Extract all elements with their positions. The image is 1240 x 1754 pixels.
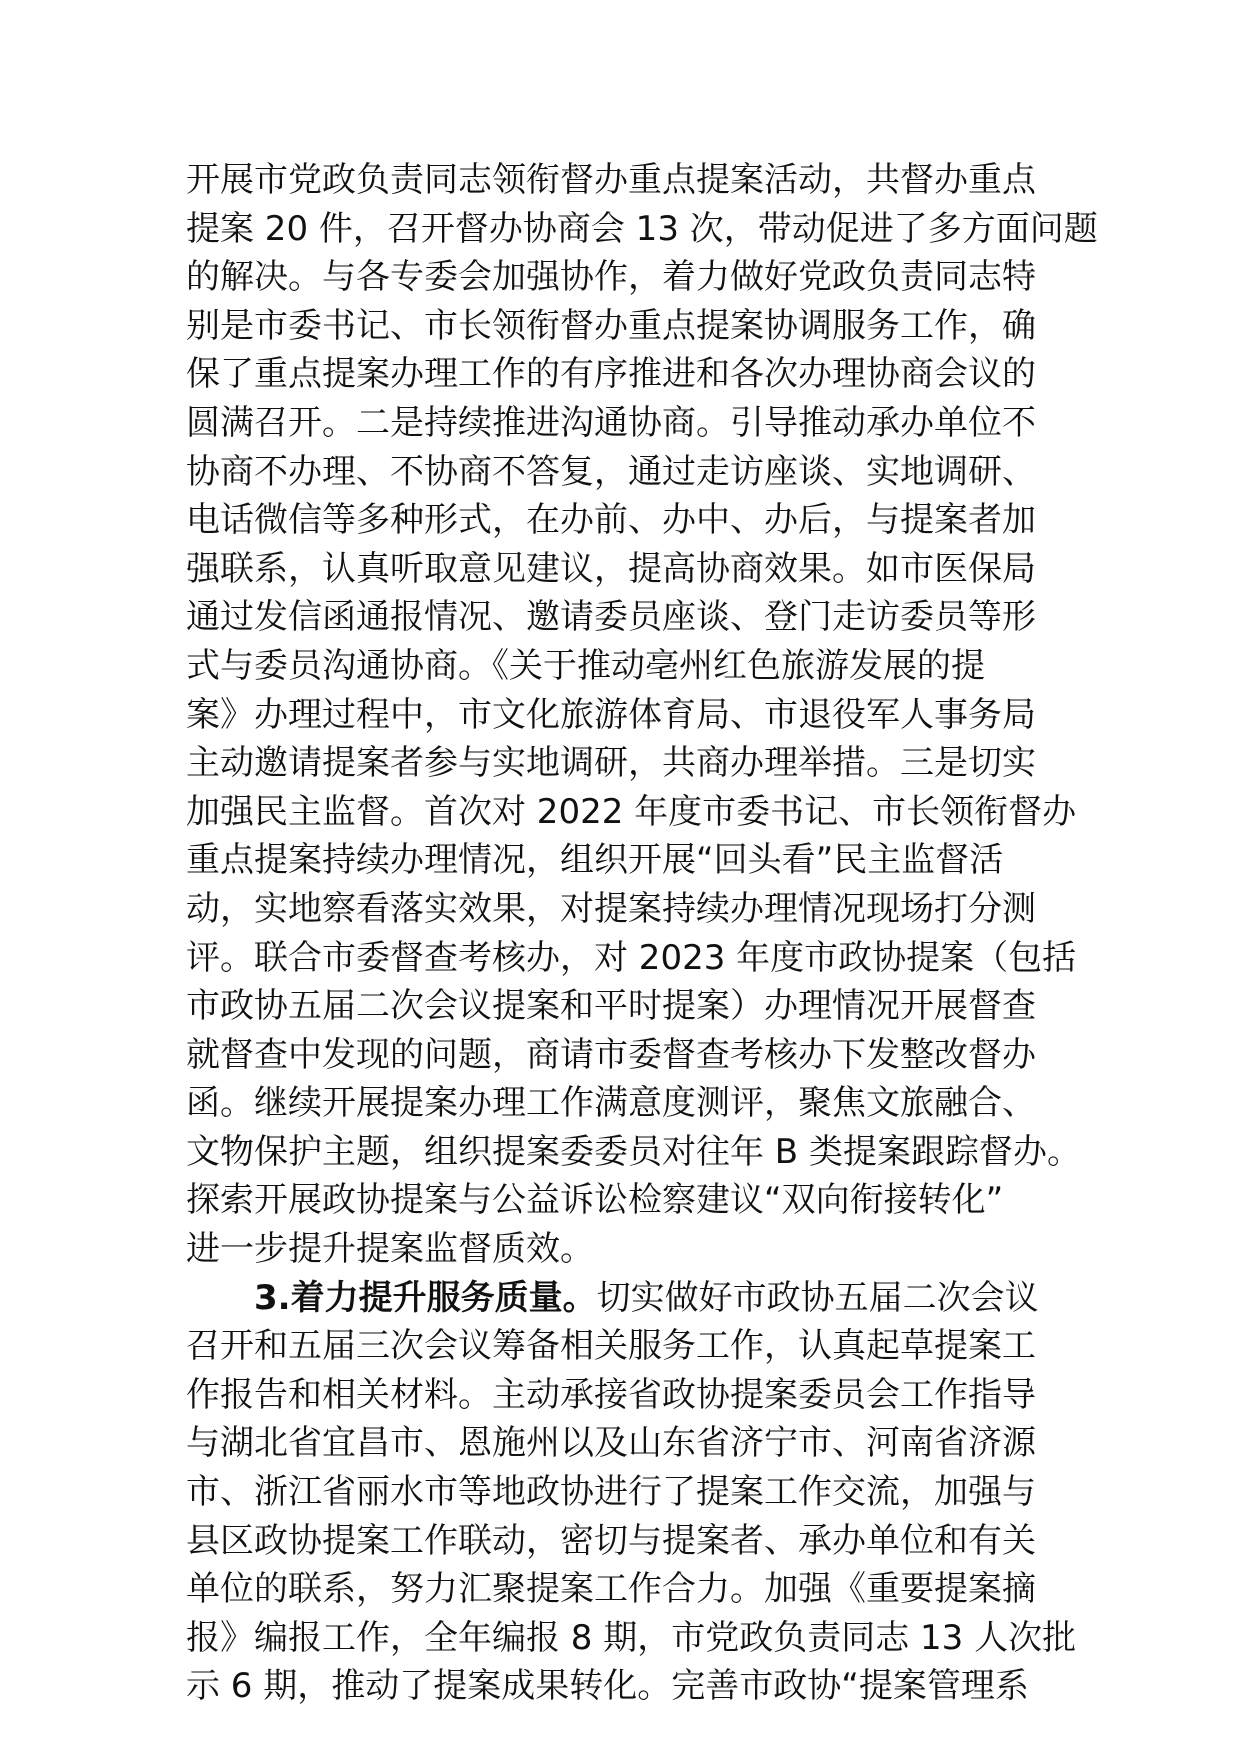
text-line: 与湖北省宜昌市、恩施州以及山东省济宁市、河南省济源 xyxy=(186,1423,1036,1464)
text-line: 动，实地察看落实效果，对提案持续办理情况现场打分测 xyxy=(186,888,1036,929)
text-line: 报》编报工作，全年编报 8 期，市党政负责同志 13 人次批 xyxy=(186,1617,1077,1658)
text-line: 圆满召开。二是持续推进沟通协商。引导推动承办单位不 xyxy=(186,402,1036,443)
document-body xyxy=(186,156,1098,1711)
text-line: 文物保护主题，组织提案委委员对往年 B 类提案跟踪督办。 xyxy=(186,1131,1081,1172)
text-line: 保了重点提案办理工作的有序推进和各次办理协商会议的 xyxy=(186,354,1036,395)
text-line: 式与委员沟通协商。《关于推动亳州红色旅游发展的提 xyxy=(186,645,985,686)
text-line: 重点提案持续办理情况，组织开展“回头看”民主监督活 xyxy=(186,840,1004,881)
text-line: 召开和五届三次会议筹备相关服务工作，认真起草提案工 xyxy=(186,1326,1036,1367)
text-line: 就督查中发现的问题，商请市委督查考核办下发整改督办 xyxy=(186,1034,1036,1075)
paragraph-first-line xyxy=(186,1274,1066,1323)
text-line: 市政协五届二次会议提案和平时提案）办理情况开展督查 xyxy=(186,986,1036,1027)
paragraph-service-quality xyxy=(186,1274,1077,1711)
text-line: 案》办理过程中，市文化旅游体育局、市退役军人事务局 xyxy=(186,694,1036,735)
text-line: 县区政协提案工作联动，密切与提案者、承办单位和有关 xyxy=(186,1520,1036,1561)
text-line: 通过发信函通报情况、邀请委员座谈、登门走访委员等形 xyxy=(186,597,1036,638)
text-line: 进一步提升提案监督质效。 xyxy=(186,1229,594,1270)
text-line: 强联系，认真听取意见建议，提高协商效果。如市医保局 xyxy=(186,548,1036,589)
paragraph-continued xyxy=(186,156,1098,1274)
text-line: 市、浙江省丽水市等地政协进行了提案工作交流，加强与 xyxy=(186,1472,1036,1513)
section-heading: 3.着力提升服务质量。 xyxy=(254,1277,597,1318)
text-line: 示 6 期，推动了提案成果转化。完善市政协“提案管理系 xyxy=(186,1666,1029,1707)
text-line: 单位的联系，努力汇聚提案工作合力。加强《重要提案摘 xyxy=(186,1569,1036,1610)
text-line: 加强民主监督。首次对 2022 年度市委书记、市长领衔督办 xyxy=(186,791,1077,832)
text-line: 函。继续开展提案办理工作满意度测评，聚焦文旅融合、 xyxy=(186,1083,1036,1124)
text-line: 提案 20 件，召开督办协商会 13 次，带动促进了多方面问题 xyxy=(186,208,1098,249)
text-line: 作报告和相关材料。主动承接省政协提案委员会工作指导 xyxy=(186,1374,1036,1415)
text-line: 别是市委书记、市长领衔督办重点提案协调服务工作，确 xyxy=(186,305,1036,346)
text-line: 主动邀请提案者参与实地调研，共商办理举措。三是切实 xyxy=(186,743,1036,784)
text-line: 的解决。与各专委会加强协作，着力做好党政负责同志特 xyxy=(186,257,1036,298)
text-line: 开展市党政负责同志领衔督办重点提案活动，共督办重点 xyxy=(186,160,1036,200)
text-run: 切实做好市政协五届二次会议 xyxy=(596,1277,1039,1318)
text-line: 协商不办理、不协商不答复，通过走访座谈、实地调研、 xyxy=(186,451,1036,492)
text-line: 电话微信等多种形式，在办前、办中、办后，与提案者加 xyxy=(186,500,1036,541)
text-line: 评。联合市委督查考核办，对 2023 年度市政协提案（包括 xyxy=(186,937,1077,978)
text-line: 探索开展政协提案与公益诉讼检察建议“双向衔接转化” xyxy=(186,1180,1004,1221)
